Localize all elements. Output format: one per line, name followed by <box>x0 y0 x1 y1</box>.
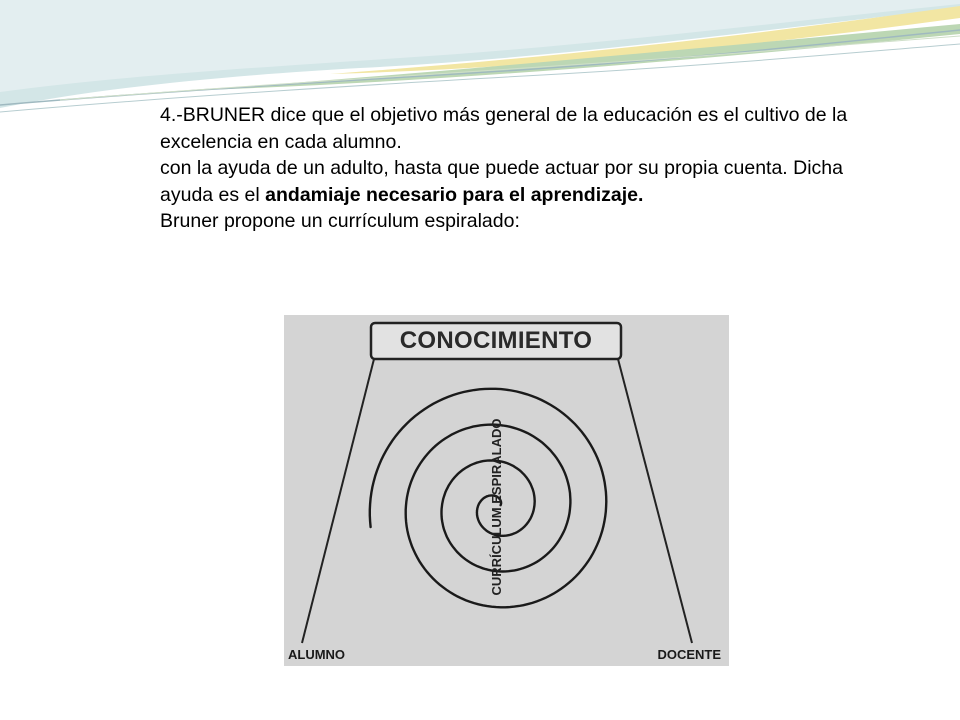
spiral-curriculum-label: CURRÍCULUM ESPIRALADO <box>489 418 504 596</box>
student-label: ALUMNO <box>288 647 346 662</box>
right-funnel-line <box>618 359 692 643</box>
main-paragraph <box>160 102 860 235</box>
spiral-curriculum-figure <box>284 315 729 666</box>
intro-line: 4.-BRUNER dice que el objetivo más general de la educación es el cultivo de la excelencia en cada alumno. <box>160 104 848 153</box>
scaffolding-bold-text: andamiaje necesario para el aprendizaje. <box>265 183 644 206</box>
spiral-diagram <box>284 315 729 666</box>
scaffolding-line <box>160 155 860 208</box>
scaffolding-text: con la ayuda de un adulto, hasta que puede actuar por su propia cuenta. Dicha ayuda es el <box>160 157 843 206</box>
proposal-line: Bruner propone un currículum espiralado: <box>160 210 520 232</box>
figure-title: CONOCIMIENTO <box>399 327 593 354</box>
teacher-label: DOCENTE <box>657 647 721 662</box>
left-funnel-line <box>302 359 374 643</box>
